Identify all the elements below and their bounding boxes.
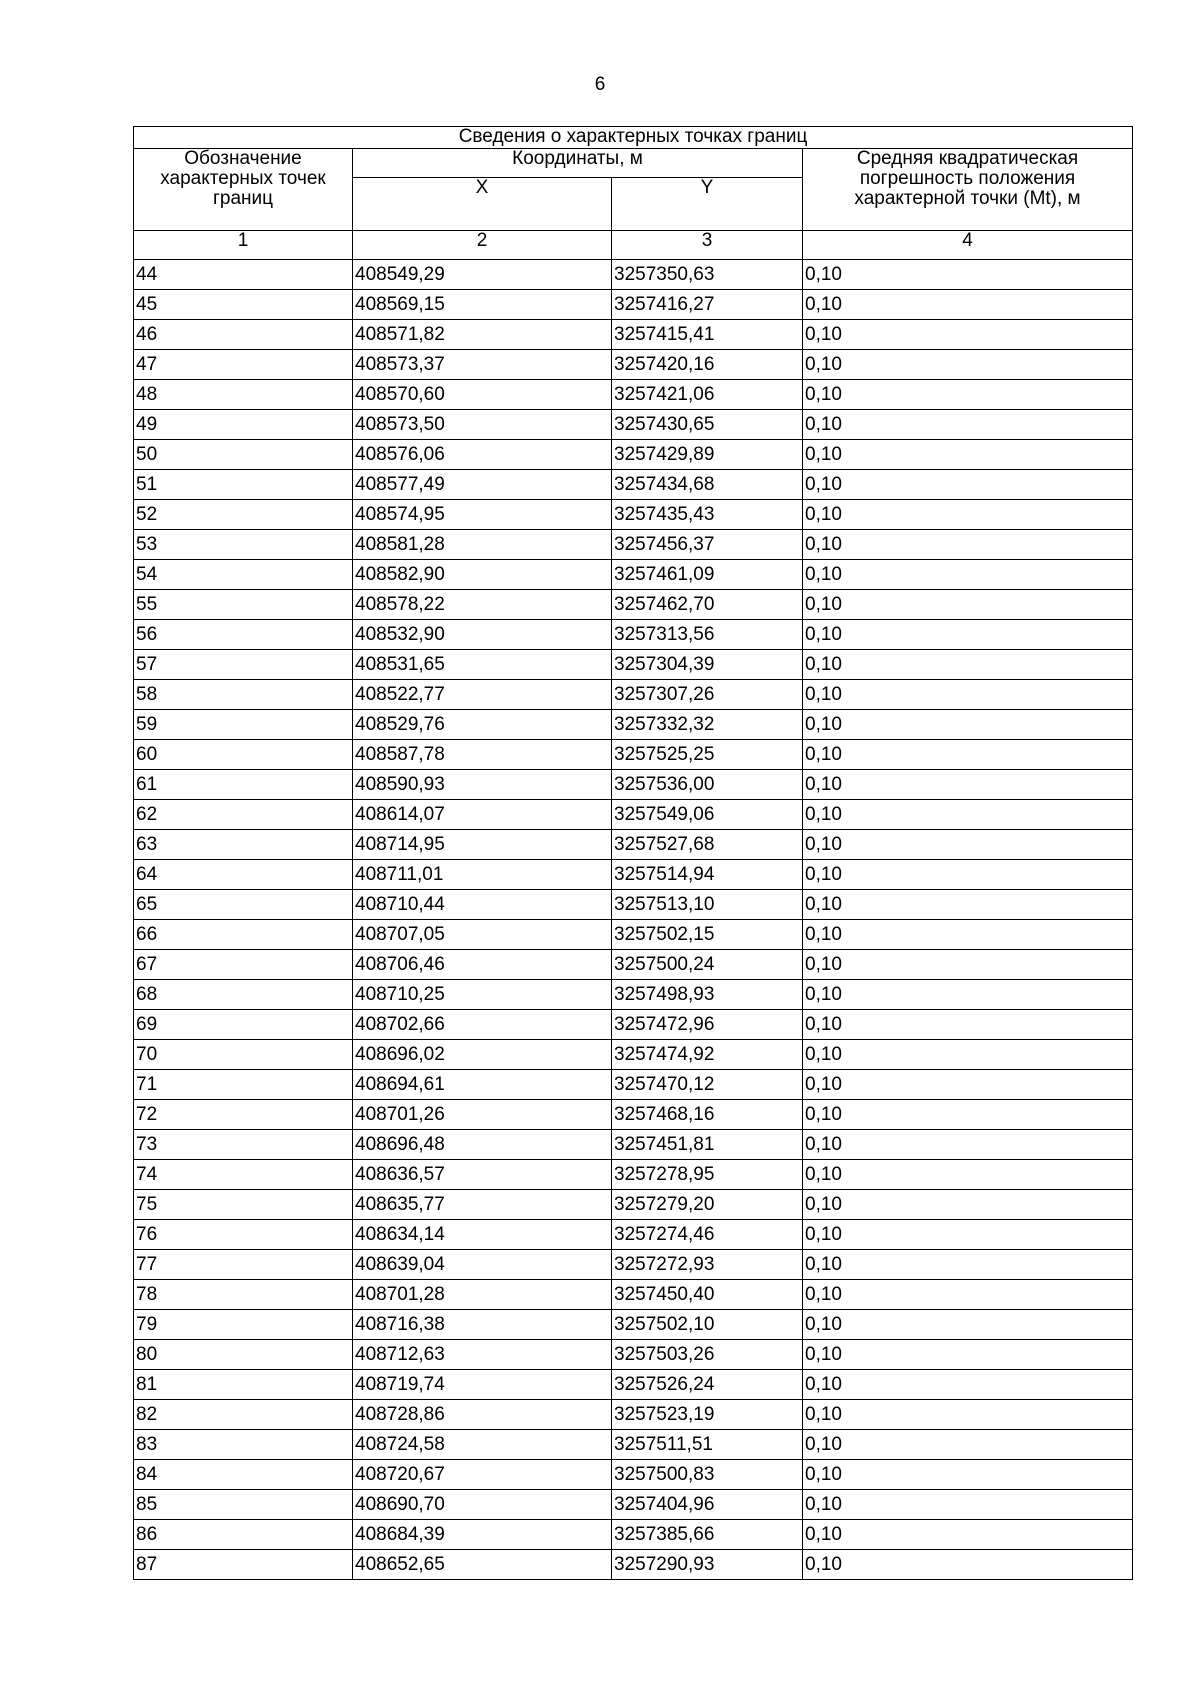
- cell-error: 0,10: [803, 650, 1133, 680]
- cell-point-id: 86: [134, 1520, 353, 1550]
- table-row: [134, 890, 1133, 920]
- table-row: [134, 1310, 1133, 1340]
- cell-x: 408720,67: [353, 1460, 612, 1490]
- table-row: [134, 770, 1133, 800]
- table-row: [134, 560, 1133, 590]
- cell-x: 408573,50: [353, 410, 612, 440]
- cell-error: 0,10: [803, 530, 1133, 560]
- cell-x: 408694,61: [353, 1070, 612, 1100]
- cell-y: 3257416,27: [612, 290, 803, 320]
- table-row: [134, 1160, 1133, 1190]
- table-row: [134, 1100, 1133, 1130]
- header-error: Средняя квадратическая погрешность положения характерной точки (Mt), м: [803, 149, 1133, 231]
- cell-y: 3257536,00: [612, 770, 803, 800]
- cell-error: 0,10: [803, 770, 1133, 800]
- cell-point-id: 57: [134, 650, 353, 680]
- cell-point-id: 81: [134, 1370, 353, 1400]
- cell-error: 0,10: [803, 740, 1133, 770]
- cell-y: 3257513,10: [612, 890, 803, 920]
- cell-x: 408590,93: [353, 770, 612, 800]
- cell-point-id: 87: [134, 1550, 353, 1580]
- table-row: [134, 1400, 1133, 1430]
- cell-y: 3257525,25: [612, 740, 803, 770]
- cell-error: 0,10: [803, 1010, 1133, 1040]
- table-row: [134, 500, 1133, 530]
- cell-error: 0,10: [803, 410, 1133, 440]
- cell-point-id: 77: [134, 1250, 353, 1280]
- cell-point-id: 47: [134, 350, 353, 380]
- cell-point-id: 64: [134, 860, 353, 890]
- cell-point-id: 48: [134, 380, 353, 410]
- cell-y: 3257421,06: [612, 380, 803, 410]
- table-row: [134, 1430, 1133, 1460]
- cell-point-id: 50: [134, 440, 353, 470]
- table-row: [134, 1280, 1133, 1310]
- column-number-1: 1: [134, 231, 353, 260]
- cell-error: 0,10: [803, 470, 1133, 500]
- cell-point-id: 61: [134, 770, 353, 800]
- cell-y: 3257313,56: [612, 620, 803, 650]
- cell-point-id: 44: [134, 260, 353, 290]
- table-row: [134, 260, 1133, 290]
- cell-error: 0,10: [803, 320, 1133, 350]
- table-row: [134, 350, 1133, 380]
- cell-point-id: 52: [134, 500, 353, 530]
- cell-y: 3257462,70: [612, 590, 803, 620]
- cell-error: 0,10: [803, 1310, 1133, 1340]
- cell-y: 3257500,83: [612, 1460, 803, 1490]
- cell-x: 408716,38: [353, 1310, 612, 1340]
- cell-y: 3257474,92: [612, 1040, 803, 1070]
- cell-point-id: 74: [134, 1160, 353, 1190]
- cell-error: 0,10: [803, 920, 1133, 950]
- cell-x: 408714,95: [353, 830, 612, 860]
- table-row: [134, 710, 1133, 740]
- cell-point-id: 54: [134, 560, 353, 590]
- cell-y: 3257456,37: [612, 530, 803, 560]
- cell-point-id: 59: [134, 710, 353, 740]
- cell-x: 408569,15: [353, 290, 612, 320]
- table-row: [134, 1070, 1133, 1100]
- cell-x: 408701,28: [353, 1280, 612, 1310]
- cell-point-id: 72: [134, 1100, 353, 1130]
- cell-x: 408529,76: [353, 710, 612, 740]
- page-number: 6: [594, 74, 606, 95]
- cell-x: 408710,25: [353, 980, 612, 1010]
- cell-x: 408571,82: [353, 320, 612, 350]
- cell-x: 408587,78: [353, 740, 612, 770]
- cell-x: 408719,74: [353, 1370, 612, 1400]
- table-row: [134, 1190, 1133, 1220]
- cell-x: 408582,90: [353, 560, 612, 590]
- table-row: [134, 1490, 1133, 1520]
- cell-point-id: 70: [134, 1040, 353, 1070]
- cell-x: 408710,44: [353, 890, 612, 920]
- cell-error: 0,10: [803, 1430, 1133, 1460]
- cell-point-id: 53: [134, 530, 353, 560]
- cell-y: 3257472,96: [612, 1010, 803, 1040]
- cell-point-id: 62: [134, 800, 353, 830]
- cell-error: 0,10: [803, 380, 1133, 410]
- cell-y: 3257502,15: [612, 920, 803, 950]
- cell-y: 3257527,68: [612, 830, 803, 860]
- cell-y: 3257429,89: [612, 440, 803, 470]
- cell-x: 408684,39: [353, 1520, 612, 1550]
- cell-point-id: 65: [134, 890, 353, 920]
- table-row: [134, 440, 1133, 470]
- table-row: [134, 980, 1133, 1010]
- cell-x: 408652,65: [353, 1550, 612, 1580]
- cell-point-id: 56: [134, 620, 353, 650]
- cell-x: 408635,77: [353, 1190, 612, 1220]
- cell-error: 0,10: [803, 1370, 1133, 1400]
- table-row: [134, 1040, 1133, 1070]
- cell-y: 3257498,93: [612, 980, 803, 1010]
- cell-point-id: 51: [134, 470, 353, 500]
- cell-x: 408574,95: [353, 500, 612, 530]
- cell-point-id: 67: [134, 950, 353, 980]
- cell-point-id: 69: [134, 1010, 353, 1040]
- cell-x: 408696,02: [353, 1040, 612, 1070]
- cell-error: 0,10: [803, 1160, 1133, 1190]
- cell-y: 3257500,24: [612, 950, 803, 980]
- cell-point-id: 78: [134, 1280, 353, 1310]
- cell-y: 3257290,93: [612, 1550, 803, 1580]
- cell-point-id: 76: [134, 1220, 353, 1250]
- cell-x: 408706,46: [353, 950, 612, 980]
- table-row: [134, 950, 1133, 980]
- cell-y: 3257514,94: [612, 860, 803, 890]
- cell-error: 0,10: [803, 680, 1133, 710]
- cell-point-id: 85: [134, 1490, 353, 1520]
- table-row: [134, 1250, 1133, 1280]
- cell-y: 3257430,65: [612, 410, 803, 440]
- cell-x: 408573,37: [353, 350, 612, 380]
- cell-x: 408690,70: [353, 1490, 612, 1520]
- boundary-points-table: [133, 126, 1133, 1580]
- cell-point-id: 73: [134, 1130, 353, 1160]
- cell-error: 0,10: [803, 1280, 1133, 1310]
- cell-x: 408531,65: [353, 650, 612, 680]
- cell-y: 3257350,63: [612, 260, 803, 290]
- cell-x: 408696,48: [353, 1130, 612, 1160]
- cell-x: 408707,05: [353, 920, 612, 950]
- table-row: [134, 1010, 1133, 1040]
- cell-error: 0,10: [803, 590, 1133, 620]
- cell-error: 0,10: [803, 500, 1133, 530]
- cell-x: 408570,60: [353, 380, 612, 410]
- cell-y: 3257451,81: [612, 1130, 803, 1160]
- cell-y: 3257415,41: [612, 320, 803, 350]
- cell-x: 408522,77: [353, 680, 612, 710]
- cell-error: 0,10: [803, 710, 1133, 740]
- cell-point-id: 58: [134, 680, 353, 710]
- table-row: [134, 1520, 1133, 1550]
- cell-y: 3257307,26: [612, 680, 803, 710]
- table-row: [134, 830, 1133, 860]
- cell-error: 0,10: [803, 1550, 1133, 1580]
- cell-error: 0,10: [803, 1490, 1133, 1520]
- cell-y: 3257511,51: [612, 1430, 803, 1460]
- cell-x: 408549,29: [353, 260, 612, 290]
- cell-x: 408728,86: [353, 1400, 612, 1430]
- cell-y: 3257549,06: [612, 800, 803, 830]
- cell-x: 408578,22: [353, 590, 612, 620]
- cell-point-id: 71: [134, 1070, 353, 1100]
- header-coordinates: Координаты, м: [353, 149, 803, 178]
- cell-error: 0,10: [803, 1520, 1133, 1550]
- cell-x: 408636,57: [353, 1160, 612, 1190]
- cell-x: 408532,90: [353, 620, 612, 650]
- cell-x: 408702,66: [353, 1010, 612, 1040]
- cell-error: 0,10: [803, 560, 1133, 590]
- cell-y: 3257450,40: [612, 1280, 803, 1310]
- cell-y: 3257272,93: [612, 1250, 803, 1280]
- column-number-2: 2: [353, 231, 612, 260]
- cell-x: 408712,63: [353, 1340, 612, 1370]
- header-x: X: [353, 178, 612, 231]
- cell-point-id: 68: [134, 980, 353, 1010]
- cell-error: 0,10: [803, 1400, 1133, 1430]
- cell-y: 3257404,96: [612, 1490, 803, 1520]
- cell-error: 0,10: [803, 830, 1133, 860]
- header-designation: Обозначение характерных точек границ: [134, 149, 353, 231]
- cell-error: 0,10: [803, 800, 1133, 830]
- cell-point-id: 55: [134, 590, 353, 620]
- cell-point-id: 84: [134, 1460, 353, 1490]
- table-row: [134, 1340, 1133, 1370]
- table-row: [134, 470, 1133, 500]
- cell-error: 0,10: [803, 1340, 1133, 1370]
- cell-error: 0,10: [803, 1460, 1133, 1490]
- cell-y: 3257461,09: [612, 560, 803, 590]
- cell-error: 0,10: [803, 980, 1133, 1010]
- cell-y: 3257385,66: [612, 1520, 803, 1550]
- table-row: [134, 680, 1133, 710]
- table-row: [134, 650, 1133, 680]
- cell-y: 3257503,26: [612, 1340, 803, 1370]
- cell-point-id: 45: [134, 290, 353, 320]
- table-row: [134, 590, 1133, 620]
- table-body: [134, 127, 1133, 1580]
- table-row: [134, 740, 1133, 770]
- cell-point-id: 79: [134, 1310, 353, 1340]
- cell-x: 408711,01: [353, 860, 612, 890]
- table-row: [134, 530, 1133, 560]
- cell-error: 0,10: [803, 890, 1133, 920]
- cell-y: 3257526,24: [612, 1370, 803, 1400]
- table-row: [134, 920, 1133, 950]
- cell-error: 0,10: [803, 1190, 1133, 1220]
- header-row: [134, 149, 1133, 178]
- cell-point-id: 75: [134, 1190, 353, 1220]
- cell-point-id: 63: [134, 830, 353, 860]
- table-row: [134, 1550, 1133, 1580]
- cell-x: 408639,04: [353, 1250, 612, 1280]
- cell-point-id: 83: [134, 1430, 353, 1460]
- cell-x: 408614,07: [353, 800, 612, 830]
- cell-point-id: 60: [134, 740, 353, 770]
- table-row: [134, 290, 1133, 320]
- column-number-row: [134, 231, 1133, 260]
- header-y: Y: [612, 178, 803, 231]
- cell-error: 0,10: [803, 860, 1133, 890]
- cell-y: 3257332,32: [612, 710, 803, 740]
- cell-error: 0,10: [803, 1070, 1133, 1100]
- cell-point-id: 66: [134, 920, 353, 950]
- cell-point-id: 82: [134, 1400, 353, 1430]
- column-number-4: 4: [803, 231, 1133, 260]
- cell-y: 3257468,16: [612, 1100, 803, 1130]
- table-row: [134, 800, 1133, 830]
- cell-y: 3257502,10: [612, 1310, 803, 1340]
- cell-y: 3257274,46: [612, 1220, 803, 1250]
- cell-error: 0,10: [803, 1250, 1133, 1280]
- table-row: [134, 620, 1133, 650]
- table-row: [134, 1460, 1133, 1490]
- table-row: [134, 1370, 1133, 1400]
- cell-error: 0,10: [803, 1130, 1133, 1160]
- cell-y: 3257434,68: [612, 470, 803, 500]
- cell-x: 408577,49: [353, 470, 612, 500]
- cell-error: 0,10: [803, 1220, 1133, 1250]
- cell-error: 0,10: [803, 290, 1133, 320]
- table-row: [134, 1130, 1133, 1160]
- cell-y: 3257470,12: [612, 1070, 803, 1100]
- cell-y: 3257278,95: [612, 1160, 803, 1190]
- table-row: [134, 410, 1133, 440]
- cell-error: 0,10: [803, 620, 1133, 650]
- cell-y: 3257279,20: [612, 1190, 803, 1220]
- cell-error: 0,10: [803, 1100, 1133, 1130]
- cell-error: 0,10: [803, 950, 1133, 980]
- cell-y: 3257304,39: [612, 650, 803, 680]
- table-row: [134, 320, 1133, 350]
- table-title: Сведения о характерных точках границ: [134, 127, 1133, 149]
- cell-error: 0,10: [803, 260, 1133, 290]
- cell-x: 408724,58: [353, 1430, 612, 1460]
- cell-y: 3257435,43: [612, 500, 803, 530]
- cell-error: 0,10: [803, 440, 1133, 470]
- table-row: [134, 380, 1133, 410]
- cell-point-id: 49: [134, 410, 353, 440]
- cell-point-id: 80: [134, 1340, 353, 1370]
- table-title-row: [134, 127, 1133, 149]
- table-row: [134, 1220, 1133, 1250]
- cell-x: 408634,14: [353, 1220, 612, 1250]
- cell-y: 3257420,16: [612, 350, 803, 380]
- cell-error: 0,10: [803, 350, 1133, 380]
- cell-x: 408581,28: [353, 530, 612, 560]
- cell-x: 408576,06: [353, 440, 612, 470]
- table-row: [134, 860, 1133, 890]
- cell-x: 408701,26: [353, 1100, 612, 1130]
- cell-y: 3257523,19: [612, 1400, 803, 1430]
- cell-point-id: 46: [134, 320, 353, 350]
- column-number-3: 3: [612, 231, 803, 260]
- cell-error: 0,10: [803, 1040, 1133, 1070]
